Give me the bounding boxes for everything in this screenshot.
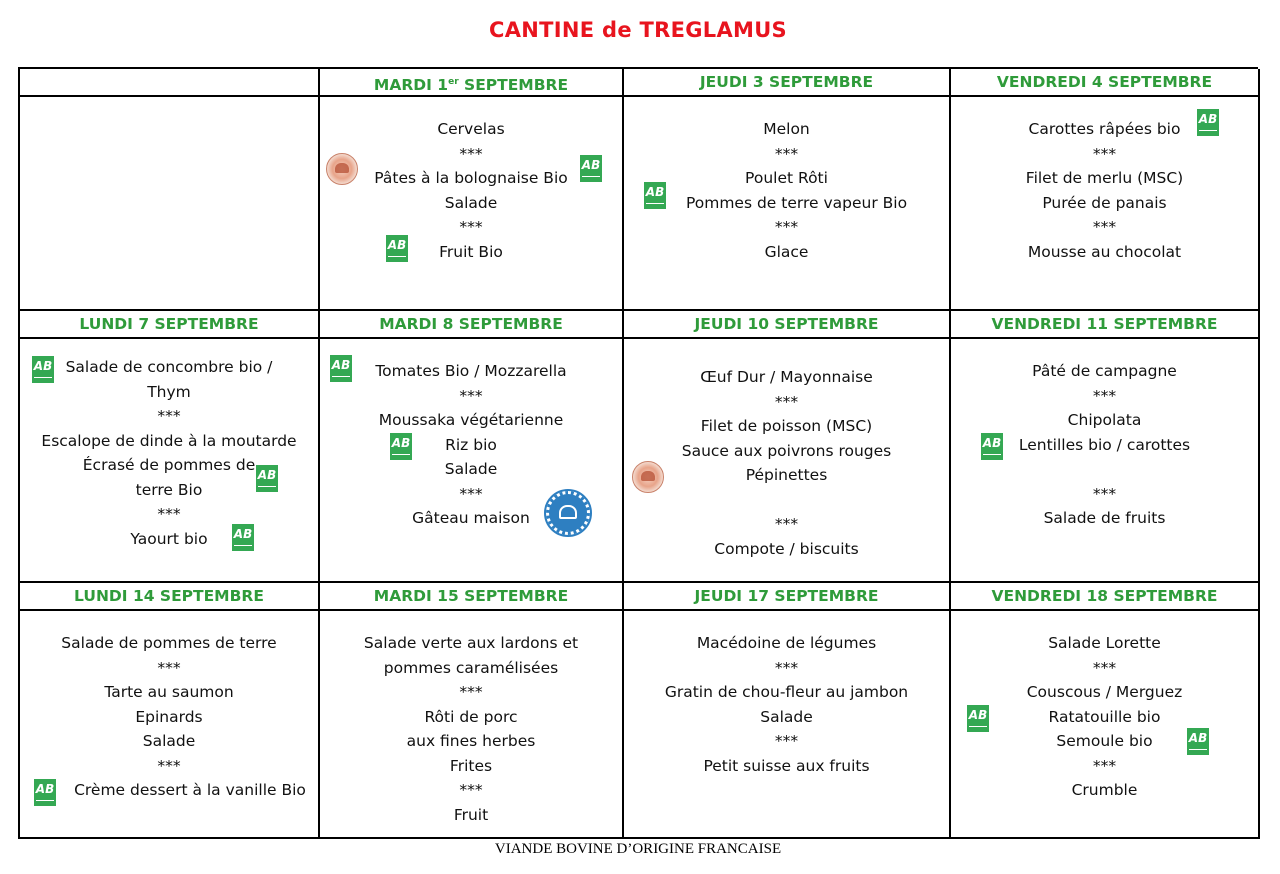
menu-item: Escalope de dinde à la moutarde [41,431,297,450]
menu-item: Salade Lorette [1048,634,1161,652]
menu-table [18,67,1258,839]
menu-item: Fruit [453,805,489,824]
menu-item: Salade [444,460,498,478]
menu-item: Ratatouille bio [1048,707,1161,726]
separator: *** [774,392,799,411]
separator: *** [459,781,483,799]
header-mardi-8: MARDI 8 SEPTEMBRE [320,311,624,339]
menu-item: Gratin de chou-fleur au jambon [664,683,909,701]
header-lundi-7: LUNDI 7 SEPTEMBRE [20,311,320,339]
page-title: CANTINE de TREGLAMUS [489,18,787,42]
menu-item: Poulet Rôti [745,169,828,187]
menu-item: aux fines herbes [406,732,536,750]
menu-jeudi-3 [624,97,951,311]
menu-item: Riz bio [445,435,497,454]
ab-organic-logo-icon: AB [330,355,352,382]
separator: *** [1092,756,1117,775]
ab-organic-logo-icon: AB [967,705,989,732]
menu-item: Écrasé de pommes de [82,456,256,474]
menu-item: Salade [142,732,196,750]
header-lundi-14: LUNDI 14 SEPTEMBRE [20,583,320,611]
menu-item: Salade de pommes de terre [61,634,277,652]
menu-item: Petit suisse aux fruits [703,756,870,775]
separator: *** [459,484,483,503]
menu-item: Moussaka végétarienne [378,411,564,429]
fait-maison-label-icon [546,491,590,535]
separator: *** [774,218,799,236]
menu-jeudi-17 [624,611,951,839]
menu-item: Gâteau maison [412,509,530,527]
menu-vendredi-18 [951,611,1260,839]
header-jeudi-10: JEUDI 10 SEPTEMBRE [624,311,951,339]
separator: *** [157,756,181,775]
separator: *** [459,218,483,236]
menu-item: Filet de merlu (MSC) [1025,169,1184,187]
separator: *** [774,515,799,533]
menu-vendredi-11 [951,339,1260,583]
menu-lundi-14 [20,611,320,839]
menu-item: Pépinettes [745,466,828,484]
header-mardi-1: MARDI 1er SEPTEMBRE [320,69,624,97]
menu-mardi-15 [320,611,624,839]
separator: *** [1092,484,1117,503]
menu-item: Lentilles bio / carottes [1018,435,1191,454]
ab-organic-logo-icon: AB [981,433,1003,460]
separator: *** [1092,218,1117,236]
menu-item: Salade verte aux lardons et [363,634,579,652]
menu-item: Tomates Bio / Mozzarella [375,362,567,380]
ab-organic-logo-icon: AB [32,356,54,383]
separator: *** [157,658,181,677]
header-jeudi-17: JEUDI 17 SEPTEMBRE [624,583,951,611]
local-product-seal-icon [632,461,664,493]
menu-item: Carottes râpées bio [1028,120,1181,138]
menu-item: Crumble [1071,781,1138,799]
footer-note: VIANDE BOVINE D’ORIGINE FRANCAISE [494,841,782,857]
menu-item: Pâté de campagne [1032,362,1177,380]
menu-item: Cervelas [437,120,505,138]
separator: *** [459,144,483,163]
menu-lundi-7 [20,339,320,583]
menu-item: Chipolata [1067,411,1142,429]
menu-item: Glace [764,242,809,261]
ab-organic-logo-icon: AB [644,182,666,209]
empty-header-cell [20,69,320,97]
separator: *** [774,144,799,163]
header-vendredi-4: VENDREDI 4 SEPTEMBRE [951,69,1260,97]
menu-mardi-1 [320,97,624,311]
menu-item: Thym [147,382,191,401]
separator: *** [774,658,799,677]
ab-organic-logo-icon: AB [390,433,412,460]
menu-item: Pâtes à la bolognaise Bio [374,169,568,187]
menu-item: Rôti de porc [424,707,518,726]
menu-item: Fruit Bio [439,242,503,261]
header-jeudi-3: JEUDI 3 SEPTEMBRE [624,69,951,97]
menu-item: Couscous / Merguez [1026,683,1183,701]
ab-organic-logo-icon: AB [1197,109,1219,136]
menu-jeudi-10 [624,339,951,583]
separator: *** [157,505,181,523]
ab-organic-logo-icon: AB [256,465,278,492]
separator: *** [1092,658,1117,677]
header-vendredi-11: VENDREDI 11 SEPTEMBRE [951,311,1260,339]
menu-item: Epinards [135,707,203,726]
menu-item: Filet de poisson (MSC) [700,417,873,435]
ab-organic-logo-icon: AB [1187,728,1209,755]
menu-item: Macédoine de légumes [696,634,877,652]
empty-menu-cell [20,97,320,311]
menu-item: Salade [444,193,498,212]
separator: *** [459,386,483,405]
menu-item: Salade de fruits [1043,509,1166,527]
ab-organic-logo-icon: AB [34,779,56,806]
separator: *** [157,407,181,425]
local-product-seal-icon [326,153,358,185]
menu-item: pommes caramélisées [383,658,559,677]
menu-item: Salade [760,707,813,726]
header-vendredi-18: VENDREDI 18 SEPTEMBRE [951,583,1260,611]
separator: *** [459,683,483,701]
menu-item: Semoule bio [1056,732,1153,750]
menu-item: Sauce aux poivrons rouges [681,441,892,460]
menu-mardi-8 [320,339,624,583]
separator: *** [1092,386,1117,405]
menu-item: Œuf Dur / Mayonnaise [700,368,873,386]
separator: *** [1092,144,1117,163]
menu-item: Yaourt bio [130,529,208,548]
menu-item: Purée de panais [1042,193,1167,212]
menu-item: Compote / biscuits [714,539,859,558]
menu-item: Tarte au saumon [104,683,234,701]
separator: *** [774,732,799,750]
menu-item: Pommes de terre vapeur Bio [685,193,908,212]
ab-organic-logo-icon: AB [580,155,602,182]
menu-item: Frites [449,756,493,775]
ab-organic-logo-icon: AB [232,524,254,551]
ab-organic-logo-icon: AB [386,235,408,262]
menu-item: Crème dessert à la vanille Bio [74,781,306,799]
header-mardi-15: MARDI 15 SEPTEMBRE [320,583,624,611]
menu-item: Salade de concombre bio / [65,358,273,376]
menu-item: terre Bio [135,480,203,499]
menu-item: Melon [763,120,810,138]
menu-vendredi-4 [951,97,1260,311]
menu-item: Mousse au chocolat [1027,242,1182,261]
